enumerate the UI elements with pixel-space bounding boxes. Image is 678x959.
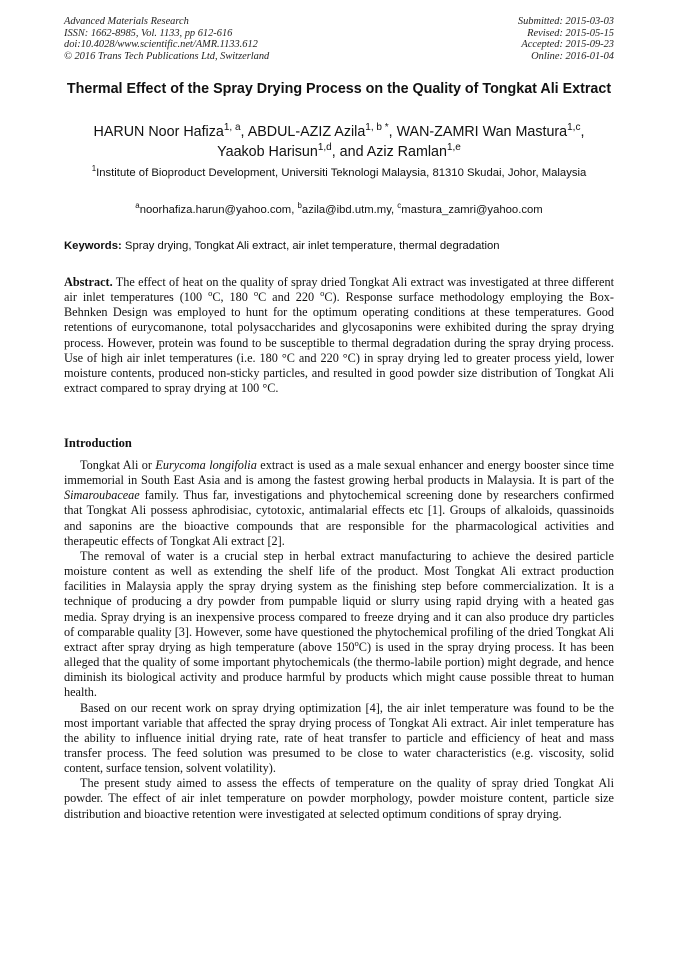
email-address: mastura_zamri@yahoo.com [401, 204, 543, 216]
email-address: azila@ibd.utm.my [301, 204, 392, 216]
paragraph [64, 549, 614, 701]
paragraph-text: Tongkat Ali or [80, 458, 156, 472]
email-list [60, 203, 618, 218]
degree-mark: o [253, 288, 259, 299]
author-affiliation-mark: 1,c [567, 122, 581, 134]
email-mark: b [297, 201, 302, 211]
online-date: Online: 2016-01-04 [531, 50, 614, 62]
author-name: HARUN Noor Hafiza [93, 124, 224, 140]
degree-mark: o [320, 288, 325, 299]
journal-info [64, 16, 269, 62]
family-name: Simaroubaceae [64, 488, 140, 503]
paper-title: Thermal Effect of the Spray Drying Process on the Quality of Tongkat Ali Extract [66, 81, 612, 97]
affiliation-mark: 1 [91, 164, 97, 174]
keywords [64, 239, 624, 253]
email-mark: c [397, 201, 402, 211]
author-affiliation-mark: 1,e [446, 141, 461, 153]
abstract [64, 275, 614, 396]
author-affiliation-mark: 1, a [223, 122, 241, 134]
abstract-label: Abstract. [64, 275, 113, 289]
keywords-label: Keywords: [64, 240, 122, 252]
email-address: noorhafiza.harun@yahoo.com [139, 204, 292, 216]
author-name: ABDUL-AZIZ Azila [247, 124, 366, 140]
paragraph [64, 458, 614, 549]
introduction-body [64, 458, 614, 822]
doi-line: doi:10.4028/www.scientific.net/AMR.1133.612 [64, 39, 258, 50]
abstract-text: C and 220 [258, 290, 321, 305]
degree-mark: o [208, 288, 213, 299]
section-heading-introduction: Introduction [64, 436, 132, 450]
degree-mark: o [354, 637, 359, 648]
revised-date: Revised: 2015-05-15 [527, 27, 614, 39]
copyright-line: © 2016 Trans Tech Publications Ltd, Switzerland [64, 50, 270, 62]
email-mark: a [135, 201, 140, 211]
species-name: Eurycoma longifolia [155, 458, 257, 472]
paragraph-text: extract is used as a male sexual enhancer and energy booster since time immemorial in South East Asia and is among the fastest growing herbal products in Malaysia. It is part of the [64, 458, 614, 488]
journal-name: Advanced Materials Research [64, 16, 189, 27]
paragraph: Based on our recent work on spray drying optimization [4], the air inlet temperature was found to be the most important variable that affected the spray drying process of Tongkat Ali extract. Air inlet temperature has the ability to influence initial drying rate, rate of heat transfer to particle and efficiency of heat and mass transfer process. The feed solution was presumed to be close to water characteristics (e.g. viscosity, solid content, surface tension, solvent volatility). [64, 700, 614, 776]
paragraph-text: The removal of water is a crucial step in herbal extract manufacturing to achieve the desired particle moisture content as well as extending the shelf life of the product. Most Tongkat Ali extract production facilities in Malaysia apply the spray drying system as the finishing step before commercialization. It is a technique of producing a dry powder from pumpable liquid or slurry using rapid drying with a heated gas media. Spray drying is an inexpensive process compared to freeze drying and it can also produce dry particles of comparable quality [3]. However, some have questioned the phytochemical profiling of the dried Tongkat Ali extract after spray drying as high temperature (above 150 [64, 548, 614, 654]
issn-line: ISSN: 1662-8985, Vol. 1133, pp 612-616 [64, 27, 233, 39]
keywords-text: Spray drying, Tongkat Ali extract, air inlet temperature, thermal degradation [121, 240, 500, 252]
author-separator: , [240, 124, 248, 140]
author-affiliation-mark: 1,d [317, 141, 332, 153]
affiliation [84, 166, 594, 182]
submission-dates [518, 16, 614, 62]
email-separator: , [391, 204, 398, 216]
author-separator: , and [331, 143, 367, 160]
email-separator: , [291, 204, 298, 216]
paragraph-text: family. Thus far, investigations and phytochemical screening done by researchers confirmed that Tongkat Ali possess aphrodisiac, cytotoxic, antimalarial effects etc [1]. Groups of alkaloids, quassinoids and saponins are the bioactive compounds that are responsible for the pharmacological activities and therapeutic effects of Tongkat Ali extract [2]. [64, 488, 614, 548]
paragraph: The present study aimed to assess the effects of temperature on the quality of spray dried Tongkat Ali powder. The effect of air inlet temperature on powder morphology, powder moisture content, particle size distribution and bioactive retention were investigated at selected optimum conditions of spray drying. [64, 776, 614, 821]
author-separator: , [388, 124, 397, 140]
accepted-date: Accepted: 2015-09-23 [521, 39, 614, 50]
paragraph-text: C) is used in the spray drying process. It has been alleged that the quality of some important phytochemicals (the thermo-labile portion) might degrade, and hence diminish its biological activity and produce harmful by products which might cause possible threat to human health. [64, 639, 614, 700]
abstract-text: C). Response surface methodology employing the Box-Behnken Design was employed to hunt for the optimum operating conditions at these temperatures. Good retentions of eurycomanone, total polysaccharides and glycosaponins were exhibited during the spray drying process. However, protein was found to be susceptible to thermal degradation during the spray drying process. Use of high air inlet temperatures (i.e. 180 °C and 220 °C) in spray drying led to greater process yield, lower moisture contents, produced non-sticky particles, and resulted in good powder size distribution of Tongkat Ali extract compared to spray drying at 100 °C. [64, 290, 614, 396]
abstract-text: C, 180 [212, 290, 254, 305]
author-list [48, 123, 630, 162]
author-separator: , [580, 124, 585, 140]
author-affiliation-mark: 1, b * [365, 122, 389, 134]
author-name: Yaakob Harisun [217, 143, 318, 160]
affiliation-text: Institute of Bioproduct Development, Universiti Teknologi Malaysia, 81310 Skudai, Johor, Malaysia [96, 167, 587, 179]
author-name: Aziz Ramlan [366, 143, 447, 160]
abstract-text: The effect of heat on the quality of spray dried Tongkat Ali extract was investigated at three different air inlet temperatures (100 [64, 275, 614, 305]
author-name: WAN-ZAMRI Wan Mastura [396, 124, 568, 140]
submitted-date: Submitted: 2015-03-03 [517, 16, 614, 27]
